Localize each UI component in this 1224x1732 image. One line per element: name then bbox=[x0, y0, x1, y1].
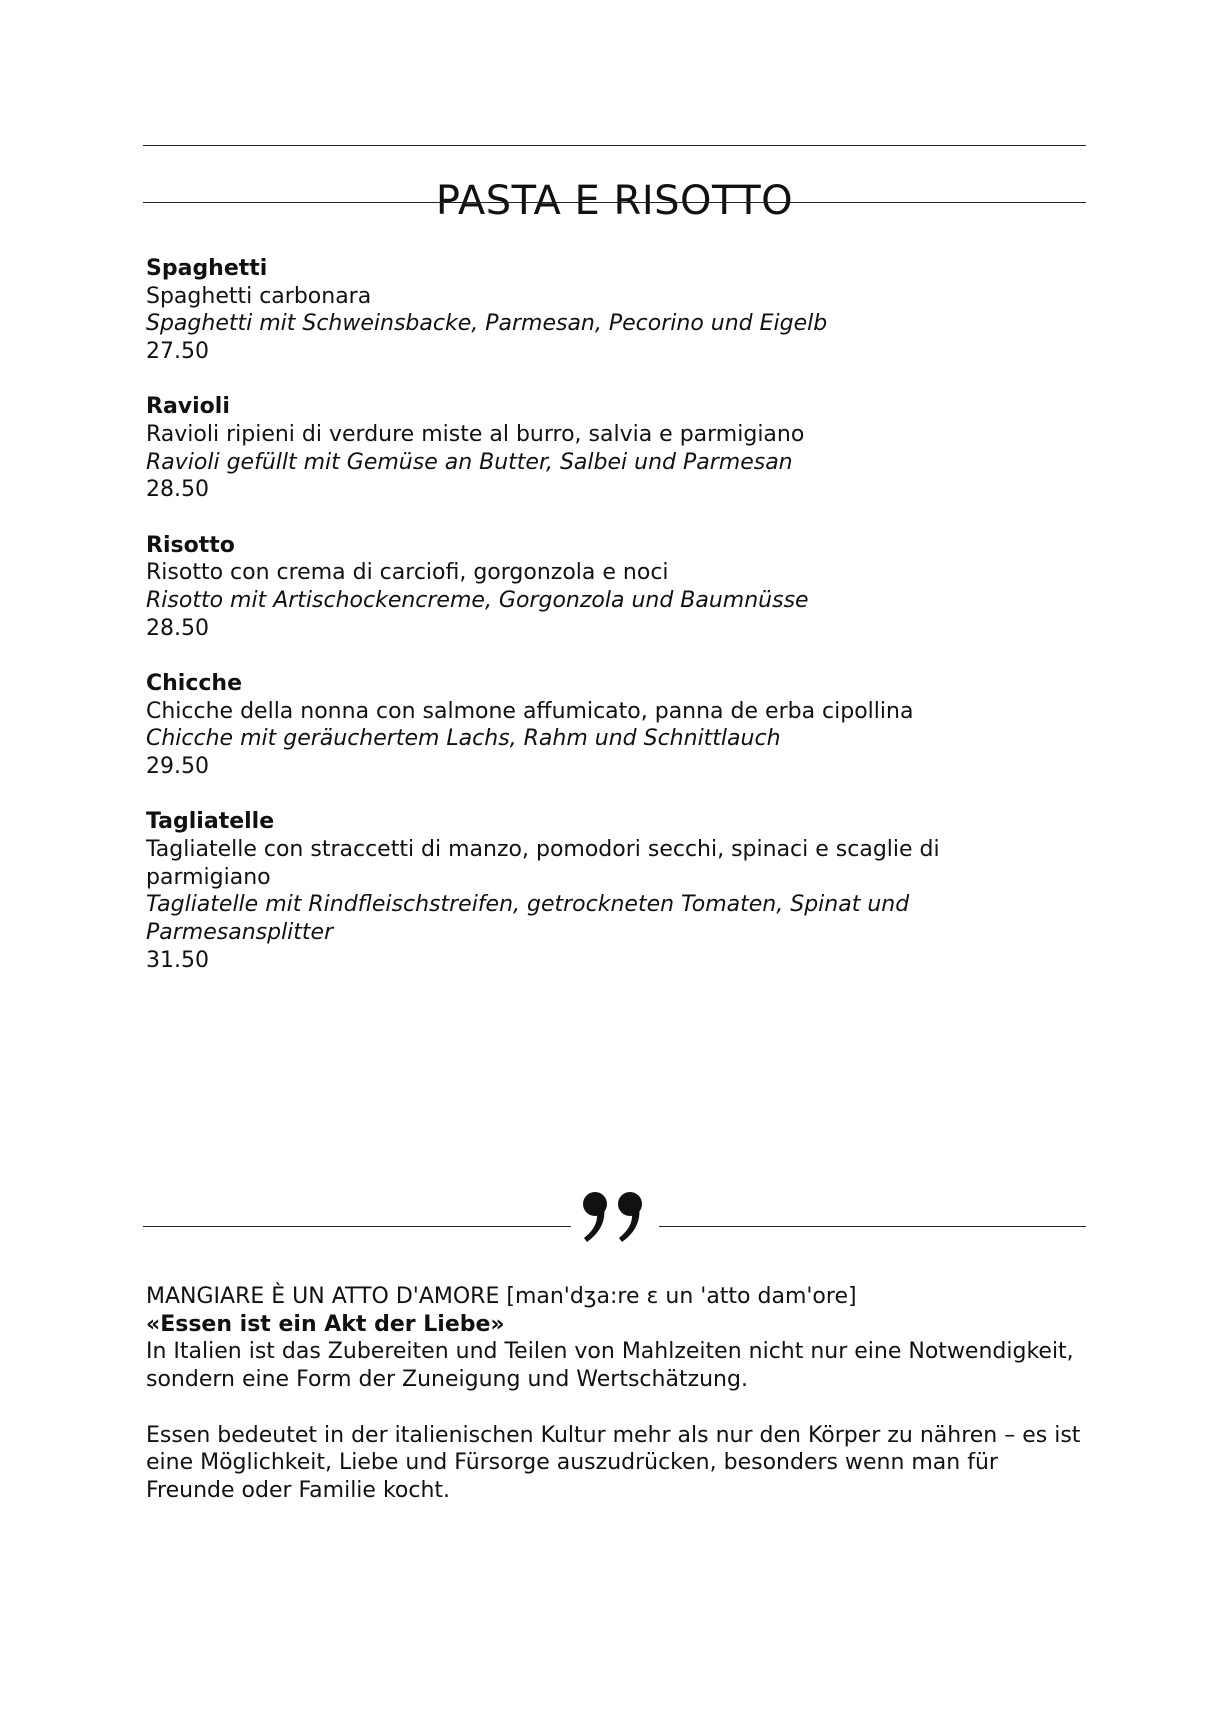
saying-paragraph: Essen bedeutet in der italienischen Kultur mehr als nur den Körper zu nähren – es ist eine Möglichkeit, Liebe und Fürsorge auszudrücken, besonders wenn man für Freunde oder Familie kocht. bbox=[146, 1422, 1081, 1503]
dish-description-german: Ravioli gefüllt mit Gemüse an Butter, Salbei und Parmesan bbox=[146, 449, 793, 475]
dish-description-italian: Risotto con crema di carciofi, gorgonzola e noci bbox=[146, 560, 669, 586]
dish-name: Spaghetti bbox=[146, 256, 268, 281]
menu-item-ravioli bbox=[146, 393, 1066, 504]
dish-price: 28.50 bbox=[146, 477, 209, 503]
dish-description-italian: Ravioli ripieni di verdure miste al burro, salvia e parmigiano bbox=[146, 422, 805, 448]
dish-price: 31.50 bbox=[146, 947, 209, 973]
dish-price: 28.50 bbox=[146, 615, 209, 641]
quote-divider-left bbox=[143, 1226, 571, 1227]
dish-description-german: Risotto mit Artischockencreme, Gorgonzola und Baumnüsse bbox=[146, 588, 809, 614]
dish-price: 29.50 bbox=[146, 754, 209, 780]
menu-item-risotto bbox=[146, 532, 1066, 643]
dish-name: Risotto bbox=[146, 532, 235, 558]
dish-name: Tagliatelle bbox=[146, 809, 275, 835]
saying-paragraph: In Italien ist das Zubereiten und Teilen von Mahlzeiten nicht nur eine Notwendigkeit, sondern eine Form der Zuneigung und Wertschätzung. bbox=[146, 1339, 1074, 1393]
saying-block bbox=[146, 1283, 1086, 1505]
dish-description-german: Chicche mit geräuchertem Lachs, Rahm und Schnittlauch bbox=[146, 726, 781, 752]
dish-description-german: Spaghetti mit Schweinsbacke, Parmesan, Pecorino und Eigelb bbox=[146, 311, 828, 337]
quote-divider-right bbox=[659, 1226, 1086, 1227]
dish-description-italian: Spaghetti carbonara bbox=[146, 283, 372, 309]
dish-description-german: Tagliatelle mit Rindfleischstreifen, getrockneten Tomaten, Spinat und Parmesansplitter bbox=[146, 892, 910, 946]
saying-heading: MANGIARE È UN ATTO D'AMORE [man'dʒa:re ɛ un 'atto dam'ore] bbox=[146, 1284, 857, 1309]
menu-item-tagliatelle bbox=[146, 808, 1066, 974]
page-title: PASTA E RISOTTO bbox=[435, 177, 794, 224]
saying-translation: «Essen ist ein Akt der Liebe» bbox=[146, 1311, 505, 1337]
title-top-divider bbox=[143, 145, 1086, 146]
dish-price: 27.50 bbox=[146, 339, 209, 365]
title-bottom-divider bbox=[143, 202, 1086, 203]
menu-list bbox=[146, 255, 1066, 1002]
menu-item-spaghetti bbox=[146, 255, 1066, 366]
closing-quotation-icon bbox=[575, 1180, 655, 1260]
dish-name: Ravioli bbox=[146, 394, 230, 420]
dish-name: Chicche bbox=[146, 670, 243, 696]
dish-description-italian: Chicche della nonna con salmone affumicato, panna de erba cipollina bbox=[146, 698, 914, 724]
dish-description-italian: Tagliatelle con straccetti di manzo, pomodori secchi, spinaci e scaglie di parmigiano bbox=[146, 836, 940, 890]
menu-item-chicche bbox=[146, 670, 1066, 781]
